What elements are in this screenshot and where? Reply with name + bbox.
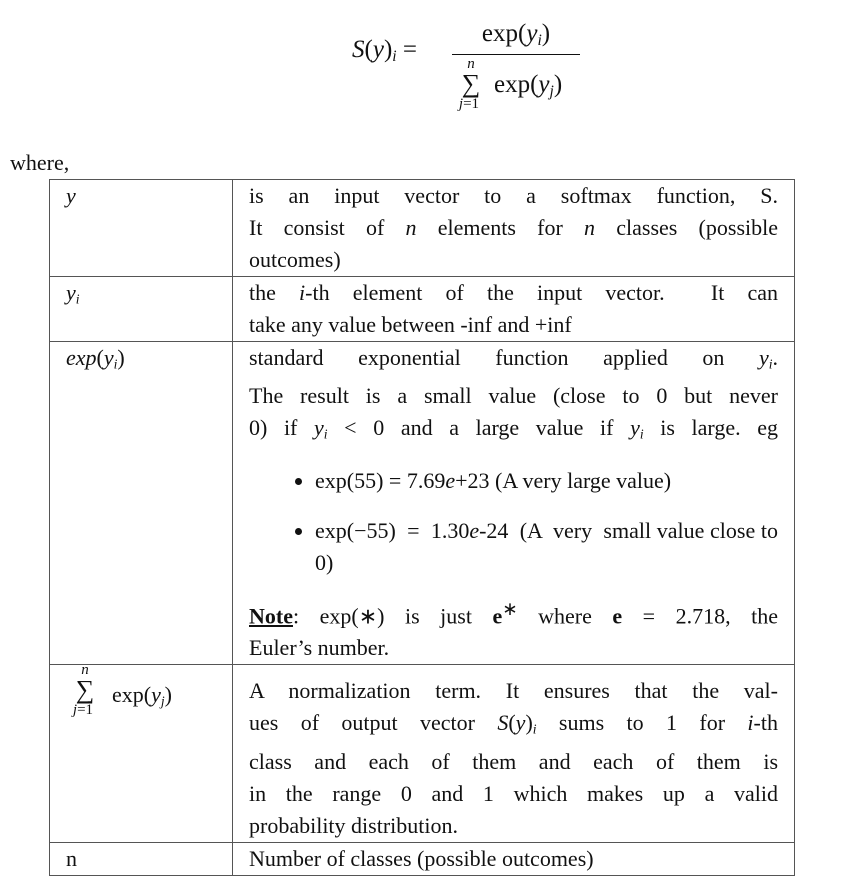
symbol-cell: $y_i$: [50, 277, 233, 342]
symbol-cell: [50, 662, 233, 842]
sigma-symbol: ∑: [75, 675, 95, 705]
symbol-cell: $\exp(y_i)$: [50, 342, 233, 665]
table-row: [50, 277, 795, 342]
sum-upper-limit: n: [81, 662, 89, 679]
text-line: class and each of them and each of them is: [249, 748, 778, 774]
definitions-table: [49, 179, 795, 876]
text-line: It consist of n elements for n classes (possible: [249, 215, 778, 240]
text-line: 0) if $y_i < 0$ and a large value if $y_i$ is large. eg: [249, 415, 778, 442]
text-line: Euler’s number.: [249, 635, 390, 661]
text-line: A normalization term. It ensures that the val-: [249, 678, 778, 704]
text-line: ues of output vector $S(y)_i$ sums to 1 for i-th: [249, 710, 778, 737]
list-item: • exp(55) = 7.69e+23 (A very large value): [315, 465, 778, 497]
text-line: standard exponential function applied on $y_i$.: [249, 345, 778, 372]
summation: [452, 57, 490, 113]
list-item: • exp(−55) = 1.30e-24 (A very small value close to 0): [315, 515, 778, 579]
summation-symbol: [66, 662, 216, 745]
formula-denominator: [452, 55, 580, 125]
note-line: Note: exp(∗) is just e∗ where e = 2.718, the: [249, 598, 778, 629]
sum-term: $\exp(y_j)$: [112, 682, 172, 709]
description-cell: Number of classes (possible outcomes): [233, 842, 795, 875]
description-cell: [233, 277, 795, 342]
table-row: [50, 665, 795, 842]
table-row: [50, 842, 795, 875]
text-line: the i-th element of the input vector. It can: [249, 280, 778, 305]
text-line: is an input vector to a softmax function, S.: [249, 183, 778, 208]
examples-list: [249, 465, 778, 579]
sum-lower-limit: j=1: [72, 702, 94, 719]
sum-upper-limit: n: [467, 56, 475, 72]
text-line: take any value between -inf and +inf: [249, 312, 572, 337]
description-cell: [233, 180, 795, 277]
sigma-symbol: ∑: [461, 69, 481, 98]
summation: [66, 663, 104, 719]
softmax-formula: [352, 18, 592, 128]
where-label: where,: [10, 150, 70, 175]
sum-lower-limit: j=1: [458, 96, 480, 112]
formula-fraction: [452, 20, 580, 125]
description-cell: [233, 342, 795, 665]
text-line: The result is a small value (close to 0 but never: [249, 383, 778, 409]
denominator-term: $\exp(y_j)$: [494, 71, 563, 100]
table-row: [50, 342, 795, 665]
text-line: probability distribution.: [249, 812, 458, 838]
table-row: [50, 180, 795, 277]
note-label: Note: [249, 603, 293, 629]
formula-lhs: $S(y)_i$ =: [352, 36, 417, 65]
symbol-cell: n: [50, 842, 233, 875]
description-cell: [233, 665, 795, 842]
symbol-cell: y: [50, 180, 233, 277]
text-line: in the range 0 and 1 which makes up a valid: [249, 780, 778, 806]
formula-numerator: $\exp(y_i)$: [481, 20, 551, 49]
text-line: outcomes): [249, 247, 341, 272]
